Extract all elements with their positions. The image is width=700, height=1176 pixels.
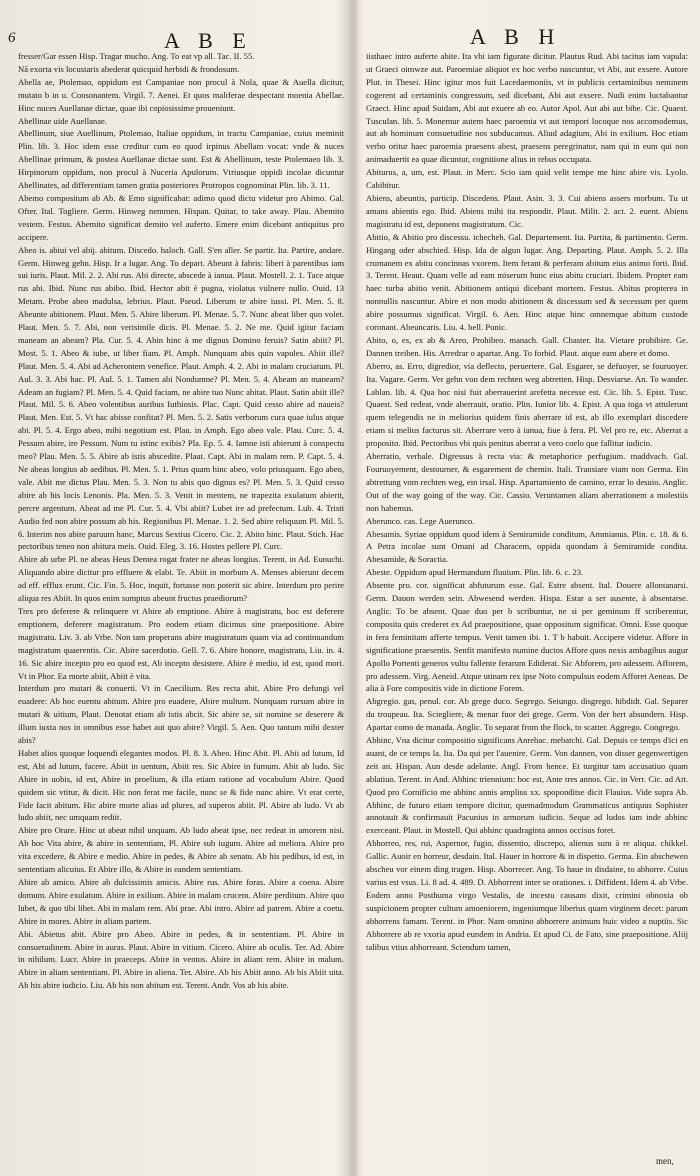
dictionary-entry: Abhinc, Vna dicitur compositio significans Anrehac. mebatchi. Gal. Depuis ce temps d'ici en auant, de ce temps la. Ita. Da qui per l'auenire. Germ. Von dannen, von disser gegenwertigen zeit an. Hispan. Aun desde adelante. Angl. From hence. Et turgitur tam accusatiuo quam ablatiuo. Terent. in And. Abhinc triennium: hoc est, Ante tres annos. Cic. in Verr. Cic. ad Att. Quod pro Cornificio me abhinc annis amplius xx. spoponditse dicit Flauius. Vide supra Ab. Abhinc, de futuro etiam tempore dicitur, quemadmodum Grammaticus antiquus Sophister annotauit & confirmauit Pacunius in armorum iudicio. Seque ad ludos iam inde abhinc exerceant. Plaut. in Mostell. Qui abhinc quadraginta annos occisus foret. [366, 735, 688, 836]
dictionary-entry: Abhorreo, res, rui, Aspernor, fugio, dissentio, discrepo, alienus sum à re aliqua. chikkel. Gallic. Auoir en horreur, desdain. Ital. Hauer in horrore & in dispetto. Germa. Ein abschewen abscheu vor einem ding tragen. Hisp. Aborrecer. Ang. To haue in disdaine, to abhorre. Cuius varius est vsus. Li. 8 ad. 4. 489. D. Abhorrent inter se orationes. i. Diffident. Idem 4. ab Vrbe. Eodem anno Posthuma virgo Vestalis, de incestu causam dixit, crimini obnoxia ob suspicionem propter cultum amoeniorem, ingeniumque liberius quam virginem decet: parum abhorrens famam. Terent. in Phor. Nam omnino abhorrere animum huic video a nuptiis. Sic Abhorrere ab re vxoria apud eundem in Andria. Et apud Ci. de Fato, sine praepositione. Aliij talibus vtius abhorreant. Sciendum tamen, [366, 838, 688, 952]
page-header [0, 14, 700, 53]
dictionary-entry: fresser/Gar essen Hisp. Tragar mucho. Ang. To eat vp all. Tac. II. 55. [18, 51, 255, 61]
left-text-column [18, 50, 344, 1170]
left-running-head: A B E [164, 28, 253, 53]
dictionary-entry: Absente pro. cor. significat abfuturum esse. Gal. Estre absent. Ital. Douere allontanarsi. Germ. Dauon werden sein. Abwesend werden. Hispa. Estar a ser ausente, à absentarse. Anglic. To be absent. Quae duo per b scribuntur, ne si per geminum ff scriberentur, composita quis crederet ex Ad praepositione, quae oppositum significat. Omni. Esse quoque in fera feminitam afferte tempus. Venit tamen ibi. 1. T b habuit. Accipere videtur. Affore in significatione praesentis. Senfit manifesto numine ductos Affore quos nexis ambagibus augur Apollo Portenti generos vultu fallente ferarum Ediderat. Sic Abforem, pro adessem. Afforem, pro adessem. Virg. Aeneid. Atque utinam rex ipse Noto compulsus eodem Afforet Aeneas. De alia à Fore compositis vide in dictione Forem. [366, 580, 688, 694]
dictionary-entry: Abellinum, siue Auellinum, Ptolemao, Italiae oppidum, in tractu Campaniae, cuius meminit Plin. lib. 3. Hoc idem esse creditur cum eo quod irpinus Abellam vocat: vnde & nuces Abellinae primum, & postea Auellanae dictae sunt. Est & Abellinum, teste Ptolemaeo lib. 3. Hirpinorum oppidum, non procul à Nuceria Apulorum. Vtriusque oppidi incolae dicuntur Abellinates, ad differentiam tamen gratia posteriores Protropos cognominat Plin. lib. 3. 11. [18, 128, 344, 191]
dictionary-entry: Aberro, as. Erro, digredior, via deflecto, peruertere. Gal. Esgarer, se defuoyer, se fouruoyer. Ita. Vagare. Germ. Ver gehn von dem rechten weg abtretten. Hisp. Desviarse. An. To wander. Lablan. lib. 4. Qua hoc nisi fuit aberrauerint arefetta necesse est. Cic. lib. 5. Epist. Tusc. Quaest. Sed redeat, vnde aberrauit, oratio. Plin. Iunior lib. 4. Epist. A qua toga vt attulerunt quem telegendis ne in meliorius quidem finis aberrare id est, ab illo exemplari discedere etiam si melius facturus sit. Aberrare vero à ianua, fiue à fera. Pl. Vel pro re, etc. Aberrat a proposito. Ibid. Pectoribus vbi quis penitus aberrat a vero coelo que fallitur iudicio. [366, 360, 688, 449]
dictionary-entry: Abito, o, es, ex ab & Areo, Prohibeo. manach. Gall. Chaster. Ita. Vietare prohibire. Ge. Dannen treiben. His. Arredrar o apartar. Ang. To forbid. Plaut. atque eam abere et domo. [366, 334, 688, 358]
right-running-head: A B H [470, 24, 562, 49]
right-text-column [366, 50, 688, 1170]
catchword: men, [656, 1156, 674, 1166]
dictionary-entry: iisthaec intro auferte abite. Ita vbi iam figurate dicitur. Plautus Rud. Abi tacitus iam vapula: ut Graeci oimwze aut. Paroemiae aliquot ex hoc verbo nascuntur, vt Abi, aut exsere. Autore Plut. in Thesei. Hinc igitur mos fuit Lacedaemoniis, vt in publicis certaminibus neminem cogerent ad certaminis congressum, sed dicebant, Abi aut exsere. Nudi enim luctabantur Graeci. Hinc apud Suidam, Abi aut exuere ab eo. Autor Apol. Aut abi aut bibe. Cic. Quaest. Tusculan. lib. 5. Monemur autem haec paroemia vt aut tempori locoque nos accomodemus, aut ab hominum consuetudine nos subducamus. Aliud adagium, Abi in exilium. Hoc etiam verbo oritur haec paroemia praesens abest, praesens peregrinatur, nam qui in eum qui non animaduertit ea quae dicuntur, cognitione alius in rebus occupata. [366, 51, 688, 165]
dictionary-entry: Abeste. Oppidum apud Hermandum fluuium. Plin. lib. 6. c. 23. [366, 567, 584, 578]
dictionary-entry: Nā exorta vis locustaris abederat quicquid herbidi & frondosum. [18, 63, 240, 74]
dictionary-entry: Abire pro Orare. Hinc ut abeat nihil unquam. Ab ludo abeat ipse, nec redeat in amorem nisi. Ab hoc Vita abire, & abire in sententiam, Pl. Abire sub iugum. Abire ad meliora. Abire pro vita excedere, & Abire e medio. Abire in pedes, & Abire ab senatu. Ab his pedibus, id est, in sententiam alicuius. Et Abire illo, & Abire in eandem sententiam. [18, 825, 344, 875]
dictionary-entry: Abitio, & Abitio pro discessu. ichecheh. Gal. Departement. Ita. Partita, & partimento. Germ. Hingang oder abschied. Hisp. Ida de algun lugar. Ang. Departing. Plaut. Amph. 5. 2. Illa crumanem ex abitu concinnas vxorem. Item ferant & perferam abitum eius animo forti. Ibid. 3. Terent. Heaut. Quam velle ad eam miserum hunc eius abitu cruciari. Ibidem. Propter eam haec turba abitio venit. Abitionem antiqui dicebant mortem. Festus. Abitus propterea in nonnullis nascuntur. Abire et non modo abitionem & discessum sed & secessum per quem abire possumus significat. Virgil. 6. Aen. Hinc atque hinc omnemque abitum custode coronant. Abeuncaris. Liu. 4. bell. Punic. [366, 231, 688, 333]
dictionary-entry: Abeo is. abiui vel abij. abitum. Discedo. haloch. Gall. S'en aller. Se partir. Ita. Partire, andare. Germ. Hinweg gehn. Hisp. Ir a lugar. Ang. To depart. Abeunt à fabris: liberi à parentibus iam sui iuris. Plaut. Mil. 2. 2. Abi rus. Abi directe, abscede à ianua. Plaut. Mostell. 2. 1. Tace atque rus abi. Ibid. Nunc rus abibo. Ibid. Hector abit è pugna, violatus vulnere nullo. Ouid. 13 Metam. Probe abeo madulsa, lebrius. Plaut. Pseud. Liberum te abire iussi. Pl. Men. 5. 8. Abeunte abitionem. Plaut. Men. 5. Abire liberum. Pl. Menae. 5. 7. Nunc abeat liber quo volet. Plaut. Men. 5. 7. Abi, non verisimile dicis. Pl. Menae. 5. 2. Ne me. Quid igitur faciam maneam an abeam? Pla. Cur. 5. 4. Abin hinc à me dignus Domino feruis? Satin abiit? Pl. Most. 5. 1. Abeo & iube, ut liber fiam. Pl. Amph. Nunquam abis quin vapules. Abiit ille? Plaut. Men. 5. 4. Abi ad Acherontem venefice. Plaut. Amph. 4. 2. Abi in malam cruciatum. Pl. Aul. 3. 3. Abi hac. Pl. Aul. 5. 1. Tamen abi Nondumne? Pl. Men. 5. 4. Abeam an maneam? Adeam an fugiam? Pl. Men. 5. 4. Quid faciam, ne abire tuo Nunc abitat. Plaut. Satin abiit ille? Plaut. Mil. 5. 6. Abeo volentibus auribus Iuthiosis. Plac. Capt. Quid cesso abire ad naueis? Plaut. Men. Est. 5. Vt hac abisse confitat? Pl. Men. 5. 2. Satis verborum cura quae iulus atque abi. Pl. 5. 4. Ergo abeo, mihi negotium est. Plau. in Amph. Ego abeo vale. Plau. Curc. 5. 4. Pessum abire, ire Pessum. Num tu istinc exibis? Pla. Ep. 5. 4. Iamne isti abierunt à conspectu meo? Plau. Men. 5. 5. Abire ab istis abscedite. Plaut. Capt. Abi in malam rem. P. Capt. 5. 4. Ne abeas longius ab aedibus. Pl. Men. 5. 1. Prius quam hinc abeo, volo priusquam. Ego abeo, vale. Abit me dictus Plau. Men. 5. 3. Non tu abis quo dignus es? Pl. Men. 5. 3. Quid cesso abire ab his locis Lenonis. Pla. Men. 5. 3. Venit in mentem, ne trapezita exulatum abierit, percre argentum. Abeat ad me Pl. Cur. 5. 4. Vbi abiit? Lubet ire ad prefectum. Lub. 4. Tristi Audio fed non abire possum ab his. Regionibus Pl. Menae. 1. 2. Sed abire reliquum Pl. Mil. 5. 6. Interim nos abire paruum hanc, Marcus Sextius Cicero. Cic. 2. Abito hinc. Plaut. Stich. Hac pectoribus teneo non abitura meis. Ouid. Eleg. 3. 16. Hostes pellere Pl. Curc. [18, 244, 344, 552]
dictionary-entry: Abella ae, Ptolemao, oppidum est Campaniae non procul à Nola, quae & Auella dicitur, mutato b in u. Consonantem. Virgil. 7. Aenei. Et quos maliferae despectant moenia Abellae. Hinc nuces Auellanae dictae, quae ibi copiosissime proueniunt. [18, 76, 344, 113]
dictionary-entry: Abiens, abeuntis, particip. Discedens. Plaut. Asin. 3. 3. Cui abiens assers morbum. Tu ut amans abientis ego. Ibid. Abiens mihi ita respondit. Plaut. Milit. 2. act. 2. euent. Abiens magistratu id est, deponens magistratum. Cic. [366, 192, 688, 229]
dictionary-entry: Aberratio, verbale. Digressus à recta via: & metaphorice perfugium. maddvach. Gal. Fouruoyement, destourner, & esgarement de chemin. Itali. Transiare viam non Germa. Ein abtrettung vom rechten weg, ein irsal. Hisp. Apartamiento de camino, errar lo desuio. Anglic. Out of the way going of the way. Cic. Cassio. Veruntamen aliam aberrationem a molestiis non habemus. [366, 451, 688, 513]
dictionary-entry: Abi. Abietus abit. Abire pro Abeo. Abire in pedes, & in sententiam. Pl. Abire in consuetudinem. Abire in auras. Plaut. Abire in vitium. Cicero. Abire ab oculis. Ter. Ad. Abire in nihilum. Lucr. Abire in praeceps. Abire in ventos. Abire in aliam rem. Abire in malum. Abire in aliam sententiam. Pl. Abire in aliena. Ter. Abire. Ab his Abiit anno. Ab his Abiit uita. Ab his abire iudicio. Liu. Ab his non abitum est. Terent. Andr. Vos ab his abite. [18, 928, 344, 991]
dictionary-entry: Abemo compositum ab Ab. & Emo significabat: adimo quod dictu videtur pro Abimo. Gal. Ofter. Ital. Togliere. Germ. Hinweg nemmen. Hispan. Quitar, to take away. Plau. Abemito vestem. Festus. Abemito significat demito vel auferto. Emere enim dicebant antiquitus pro accipere. [18, 192, 344, 242]
dictionary-entry: Abire ab urbe Pl. ne abeas Heus Demea rogat frater ne abeas longius. Terent. in Ad. Eunuchi. Aliquando abire dicitur pro effluere & elabi. Te. Abiit in morbum A. Menses abierunt decem ad eff. efflux erunt. Cic. Fin. 5. Hoc, inquit, fortasse non poterit sic abire. Interdum pro perire aliqua res Abiit. In quos enim sumptus abeunt fructus praediorum? [18, 554, 344, 604]
page-number: 6 [8, 30, 16, 46]
dictionary-entry: Tres pro deferere & relinquere vt Abire ab emptione. Abire à magistratu, hoc est deferere emptionem, deferere magistratum. Pro eodem etiam dicimus sine praepositione. Abire magistratu. Liv. 3. ab Vrbe. Non tam properans abire magistratum quam via ad continuandum magistratum quaerentis. Cic. Abire sacerdotio. Gell. 7. 6. Abire honore, magistratu, Liu. in. 4. 16. Sic abire incepto pro eo quod est, Ab incepto desistere. Abire è medio, id est, quod mori. Vt in Phor. Ea morte abiit, Abiit è vita. [18, 605, 344, 681]
dictionary-entry: Abellinae uide Auellanae. [18, 115, 108, 126]
book-gutter [348, 0, 360, 1176]
dictionary-entry: Habet alios quoque loquendi elegantes modos. Pl. 8. 3. Abeo. Hinc Abit. Pl. Abii ad lutum, Id est, Abi ad lutum, facere. Abiit in uentum, Abiit res. Sic Abire in fumum. Abit ab ludo. Sic Abire in uobis, id est, Abire in proelium, & illa etiam ratione ad vocabulum Abire. Quod quidem sic vtitur, & dicit. Hic non ferat me facile, nunc se & fide nunc abire. Vt erat certe, Fide facit abitum. Hic abire morte alias ad plures, ad superos abiit. Pl. Abire ab ludo. Vt ab ludo abiit, nec umquam rediit. [18, 747, 344, 823]
dictionary-entry: Abire ab amico. Abire ab dulcissimis amicis. Abire rus. Abire foras. Abire a coena. Abire domum. Abire exulatum. Abire in exilium. Abire in malam crucem. Abire perditum. Abire quo lubet, & quo tibi libet. Abi in malam rem. Abi prae. Abi intro. Abire ad patrem. Abire a coetu. Abire in mores. Abire in aliam partem. [18, 877, 344, 926]
dictionary-entry: Aberunco. cas. Lege Auerunco. [366, 515, 475, 526]
dictionary-entry: Abesamis. Syriae oppidum quod idem à Semiramide conditum, Ammianus. Plin. c. 18. & 6. A Petra incolae sunt Omani ad Characem, oppida quondam à Semiramide condita. Abesamide, & Soractia. [366, 528, 688, 565]
dictionary-entry: Interdum pro mutari & conuerti. Vt in Caecilium. Res recta abit. Abire Pro defungi vel euadere: Ab hoc euentu abitum. Abire pro euadere, Abire multum. Nunquam rursum abire in mutari & uitium, Plaut. Denotat etiam ab istis abcit. Sic abire se, sit nomine se deserere & illum iuxta nos in omnibus esse habet aut quo abire? Virgil. 5. Aen. Quo tantum mihi dexter abis? [18, 683, 344, 746]
dictionary-entry: Abiturus, a, um, est. Plaut. in Merc. Scio iam quid velit tempe me hinc abire vis. Lyolo. Cabibitur. [366, 167, 688, 191]
dictionary-entry: Abgregio. gas, penul. cor. Ab grege duco. Segrego. Seiungo. disgrego. hibdidt. Gal. Separer du troupeau. Ita. Sciegliere, & menar fuor dei grege. Germ. Von der hert absundern. Hisp. Apartar como de manada. Anglic. To separat from the flock, to scatter. Aggrego. Congrego. [366, 696, 688, 733]
